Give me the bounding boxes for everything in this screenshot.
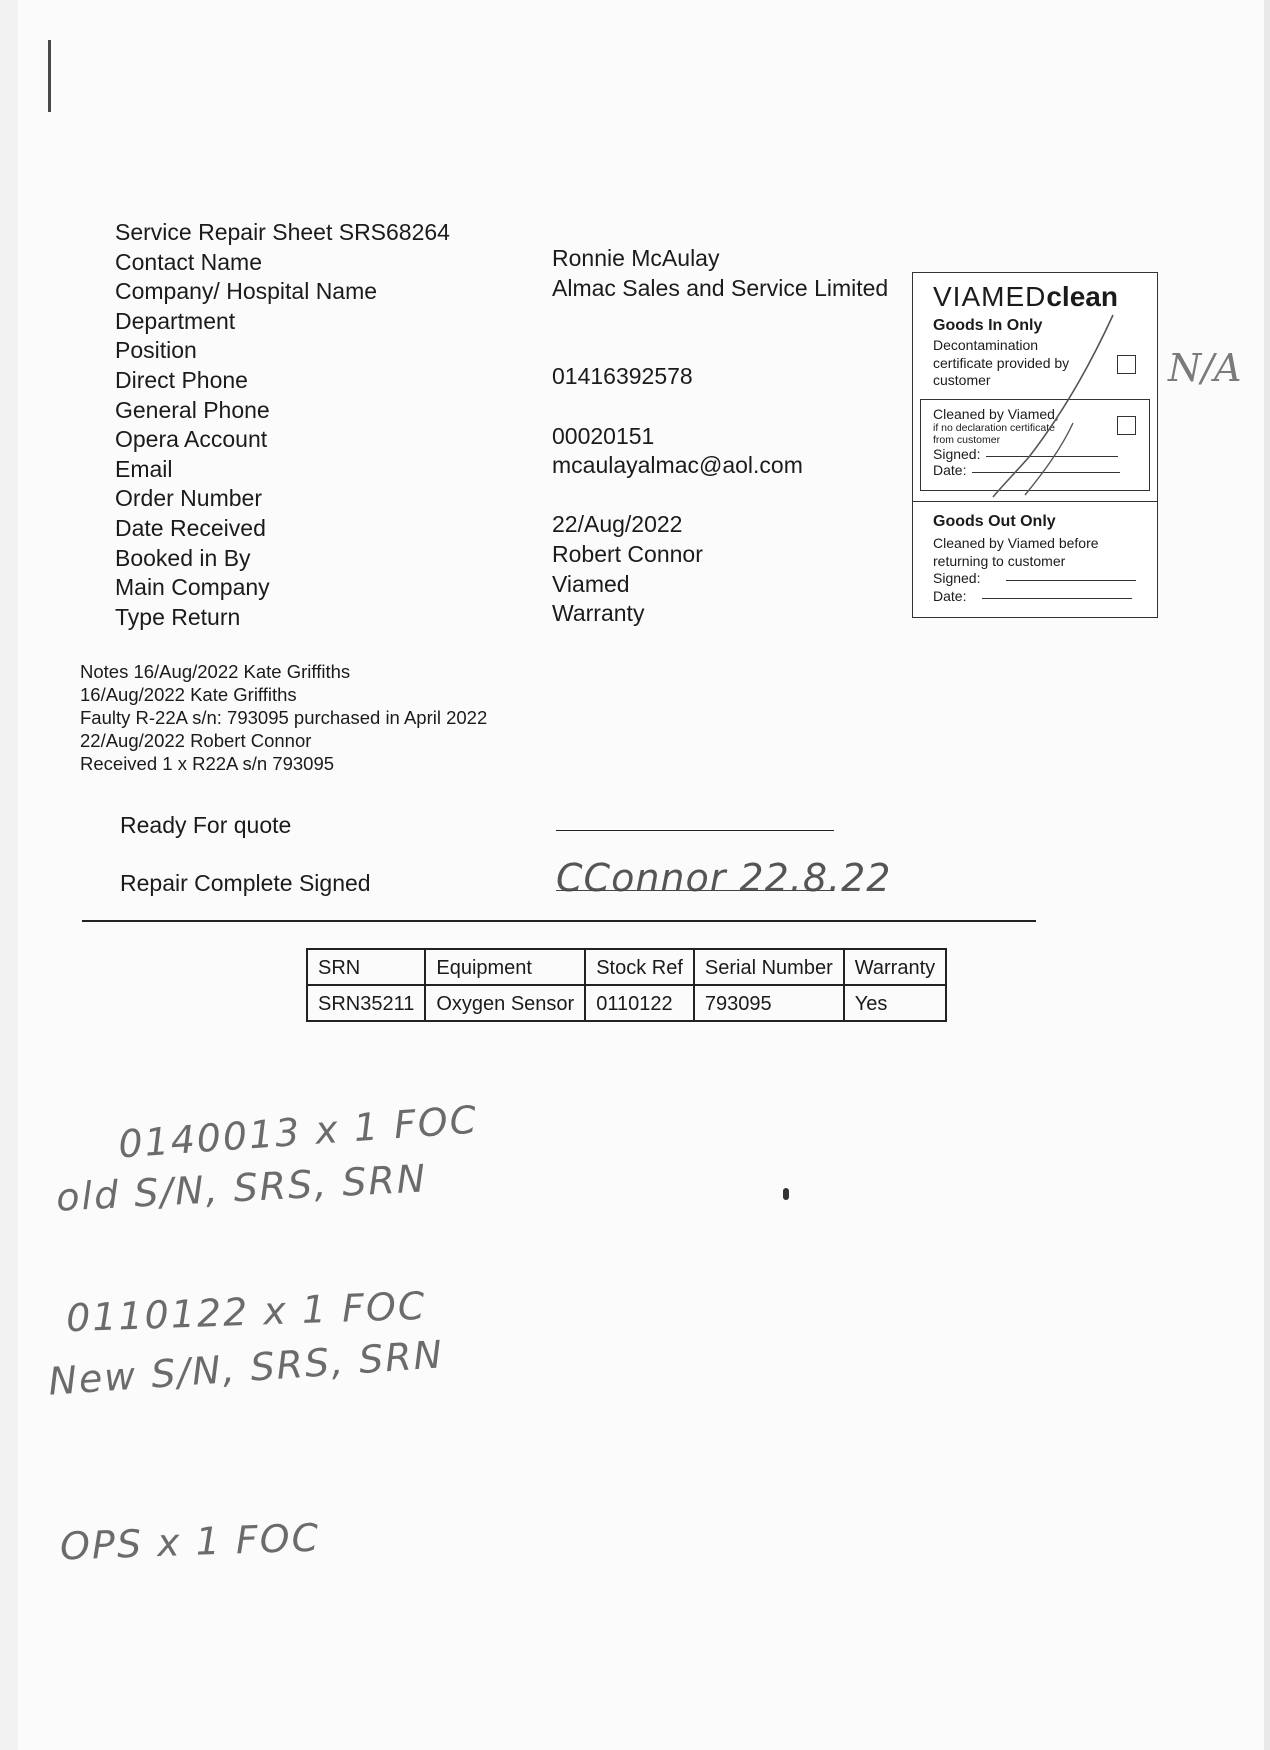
cell-warranty: Yes <box>844 985 946 1021</box>
go-date-label: Date: <box>933 587 967 604</box>
signed-label: Signed: <box>933 446 981 462</box>
label-contact-name: Contact Name <box>115 248 263 275</box>
value-position <box>552 333 888 363</box>
col-warranty: Warranty <box>844 949 946 985</box>
go-date-line <box>982 598 1132 599</box>
brand-prefix: VIAMED <box>933 281 1047 312</box>
na-annotation: N/A <box>1168 346 1242 390</box>
notes-line: 16/Aug/2022 Kate Griffiths <box>80 684 297 705</box>
label-opera-account: Opera Account <box>115 426 268 453</box>
cleaned-note-1: if no declaration certificate <box>933 422 1055 434</box>
notes-line: 22/Aug/2022 Robert Connor <box>80 730 312 751</box>
sheet-title: Service Repair Sheet SRS68264 <box>115 219 450 245</box>
col-stock-ref: Stock Ref <box>585 949 694 985</box>
col-srn: SRN <box>307 949 425 985</box>
label-direct-phone: Direct Phone <box>115 366 248 393</box>
value-main-company: Viamed <box>552 570 630 597</box>
goods-out-title: Goods Out Only <box>933 513 1056 530</box>
section-divider <box>82 920 1036 922</box>
scan-mark <box>48 40 51 112</box>
goods-out-line-1: Cleaned by Viamed before <box>933 535 1099 551</box>
value-contact-name: Ronnie McAulay <box>552 245 720 271</box>
value-company: Almac Sales and Service Limited <box>552 274 889 301</box>
repair-signature: CConnor 22.8.22 <box>556 856 892 900</box>
cleaned-note-2: from customer <box>933 434 1001 446</box>
label-email: Email <box>115 455 173 482</box>
notes-line: Notes 16/Aug/2022 Kate Griffiths <box>80 661 351 682</box>
table-header-row <box>307 949 946 985</box>
field-values <box>552 244 888 629</box>
label-type-return: Type Return <box>115 603 241 630</box>
goods-out-text <box>933 535 1136 605</box>
ready-for-quote-label: Ready For quote <box>120 812 292 838</box>
scan-speck <box>783 1188 789 1200</box>
label-general-phone: General Phone <box>115 396 270 423</box>
notes-line: Received 1 x R22A s/n 793095 <box>80 753 335 774</box>
ready-for-quote-line <box>556 830 834 831</box>
label-company: Company/ Hospital Name <box>115 278 378 305</box>
cell-equipment: Oxygen Sensor <box>425 985 585 1021</box>
col-equipment: Equipment <box>425 949 585 985</box>
handwritten-line: 0140013 x 1 FOC <box>116 1097 480 1167</box>
cell-serial-number: 793095 <box>694 985 844 1021</box>
value-date-received: 22/Aug/2022 <box>552 511 683 538</box>
value-opera-account: 00020151 <box>552 422 655 449</box>
cell-stock-ref: 0110122 <box>585 985 694 1021</box>
scan-edge-left <box>0 0 18 1750</box>
goods-out-signed-row <box>933 570 1136 588</box>
table-row <box>307 985 946 1021</box>
cleaned-by-line: Cleaned by Viamed, <box>933 406 1059 422</box>
goods-in-text: Decontamination certificate provided by customer <box>933 337 1070 388</box>
scan-edge-right <box>1264 0 1270 1750</box>
value-type-return: Warranty <box>552 600 645 627</box>
go-signed-line <box>1006 580 1136 581</box>
viamed-clean-box <box>912 272 1158 618</box>
handwritten-strike-mark <box>913 273 1159 513</box>
handwritten-line: New S/N, SRS, SRN <box>46 1332 446 1404</box>
repair-complete-label: Repair Complete Signed <box>120 870 371 896</box>
goods-out-line-2: returning to customer <box>933 552 1066 569</box>
label-order-number: Order Number <box>115 485 262 512</box>
date-label: Date: <box>933 462 967 478</box>
notes-line: Faulty R-22A s/n: 793095 purchased in April 2022 <box>80 707 488 728</box>
brand-suffix: clean <box>1046 281 1118 312</box>
repair-signature-line <box>556 890 834 891</box>
col-serial-number: Serial Number <box>694 949 844 985</box>
handwritten-line: 0110122 x 1 FOC <box>65 1283 428 1341</box>
label-booked-in-by: Booked in By <box>115 544 251 571</box>
value-booked-in-by: Robert Connor <box>552 540 703 567</box>
cell-srn: SRN35211 <box>307 985 425 1021</box>
goods-out-date-row <box>933 588 1136 606</box>
value-general-phone <box>552 392 888 422</box>
label-department: Department <box>115 307 236 334</box>
label-date-received: Date Received <box>115 514 266 541</box>
handwritten-line: OPS x 1 FOC <box>59 1515 321 1569</box>
value-order-number <box>552 481 888 511</box>
handwritten-line: old S/N, SRS, SRN <box>55 1156 429 1220</box>
field-labels <box>115 218 450 632</box>
value-direct-phone: 01416392578 <box>552 363 693 390</box>
equipment-table <box>306 948 947 1022</box>
value-department <box>552 303 888 333</box>
label-position: Position <box>115 337 197 364</box>
go-signed-label: Signed: <box>933 570 981 586</box>
goods-in-title: Goods In Only <box>933 317 1043 334</box>
value-email: mcaulayalmac@aol.com <box>552 452 803 479</box>
label-main-company: Main Company <box>115 574 270 601</box>
notes-block <box>80 660 487 775</box>
